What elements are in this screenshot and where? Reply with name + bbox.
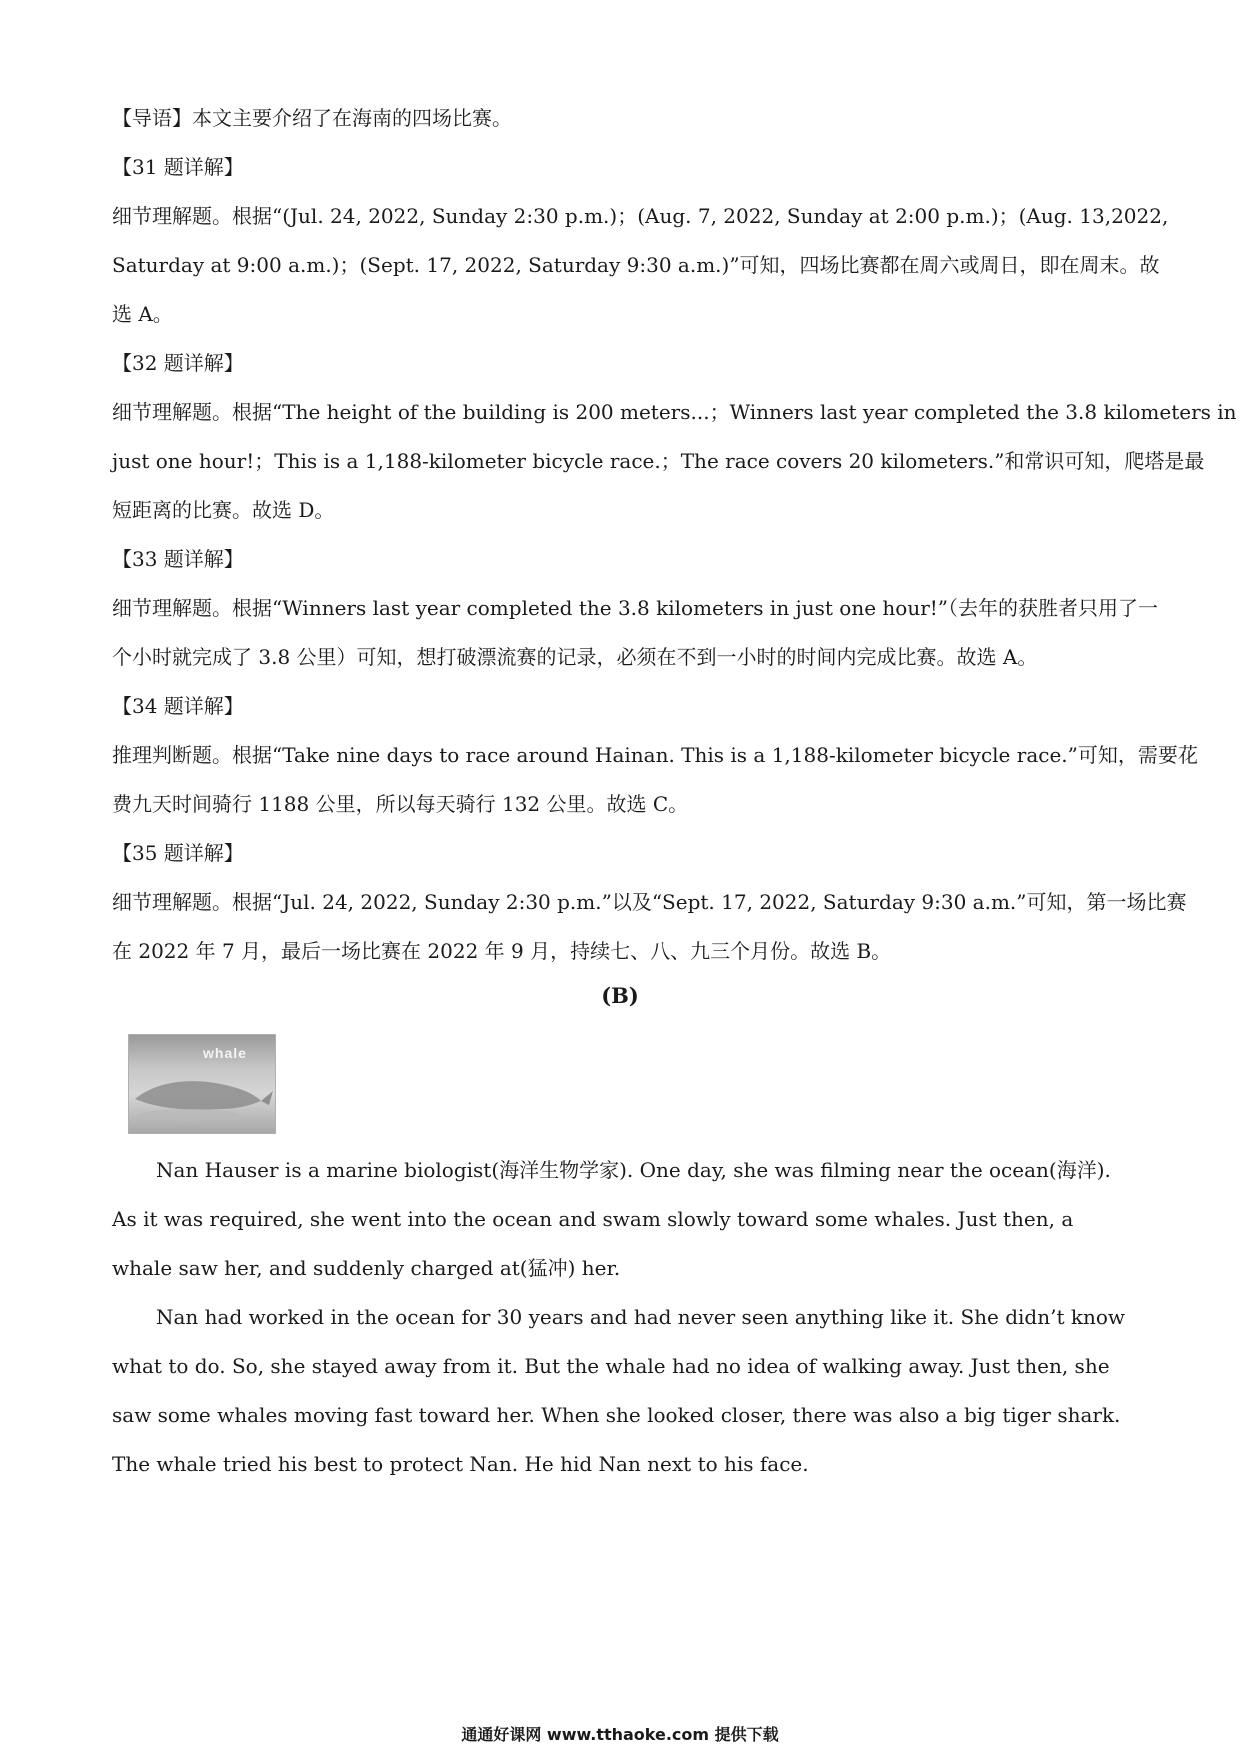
q31-heading: 【31 题详解】 — [112, 155, 244, 179]
q31-line-1: 细节理解题。根据“(Jul. 24, 2022, Sunday 2:30 p.m.)；(Aug. 7, 2022, Sunday at 2:00 p.m.)；(Aug. 13,2022, — [112, 204, 1169, 228]
q33-heading: 【33 题详解】 — [112, 547, 244, 571]
section-b-title: (B) — [601, 983, 639, 1008]
whale-image-label: whale — [203, 1045, 247, 1061]
q35-heading: 【35 题详解】 — [112, 841, 244, 865]
whale-silhouette-icon — [129, 1035, 275, 1133]
q34-line-1: 推理判断题。根据“Take nine days to race around Hainan. This is a 1,188-kilometer bicycle race.”可知，需要花 — [112, 743, 1198, 767]
q33-line-1: 细节理解题。根据“Winners last year completed the 3.8 kilometers in just one hour!”（去年的获胜者只用了一 — [112, 596, 1159, 620]
q31-line-3: 选 A。 — [112, 302, 173, 326]
footer-source: 通通好课网 www.tthaoke.com 提供下载 — [461, 1725, 779, 1744]
q34-heading: 【34 题详解】 — [112, 694, 244, 718]
whale-photo — [128, 1034, 276, 1134]
story-paragraph-1: Nan Hauser is a marine biologist(海洋生物学家). One day, she was filming near the ocean(海洋). As it was required, she went into the ocean and swam slowly toward some whales. Just then, a whale saw her, and suddenly charged at(猛冲) her. — [112, 1158, 1111, 1280]
q32-heading: 【32 题详解】 — [112, 351, 244, 375]
q34-line-2: 费九天时间骑行 1188 公里，所以每天骑行 132 公里。故选 C。 — [112, 792, 689, 816]
intro-text: 【导语】本文主要介绍了在海南的四场比赛。 — [112, 106, 512, 130]
q35-line-1: 细节理解题。根据“Jul. 24, 2022, Sunday 2:30 p.m.”以及“Sept. 17, 2022, Saturday 9:30 a.m.”可知，第一场比赛 — [112, 890, 1187, 914]
q33-line-2: 个小时就完成了 3.8 公里）可知，想打破漂流赛的记录，必须在不到一小时的时间内完成比赛。故选 A。 — [112, 645, 1038, 669]
q32-line-1: 细节理解题。根据“The height of the building is 200 meters...；Winners last year completed the 3.8 kilometers in — [112, 400, 1237, 424]
story-paragraph-2: Nan had worked in the ocean for 30 years and had never seen anything like it. She didn’t know what to do. So, she stayed away from it. But the whale had no idea of walking away. Just then, she saw some whales moving fast toward her. When she looked closer, there was also a big tiger shark. The whale tried his best to protect Nan. He hid Nan next to his face. — [112, 1305, 1126, 1476]
q31-line-2: Saturday at 9:00 a.m.)；(Sept. 17, 2022, Saturday 9:30 a.m.)”可知，四场比赛都在周六或周日，即在周末。故 — [112, 253, 1160, 277]
q32-line-3: 短距离的比赛。故选 D。 — [112, 498, 335, 522]
q32-line-2: just one hour!；This is a 1,188-kilometer bicycle race.；The race covers 20 kilometers.”和常识可知，爬塔是最 — [112, 449, 1205, 473]
q35-line-2: 在 2022 年 7 月，最后一场比赛在 2022 年 9 月，持续七、八、九三个月份。故选 B。 — [112, 939, 892, 963]
